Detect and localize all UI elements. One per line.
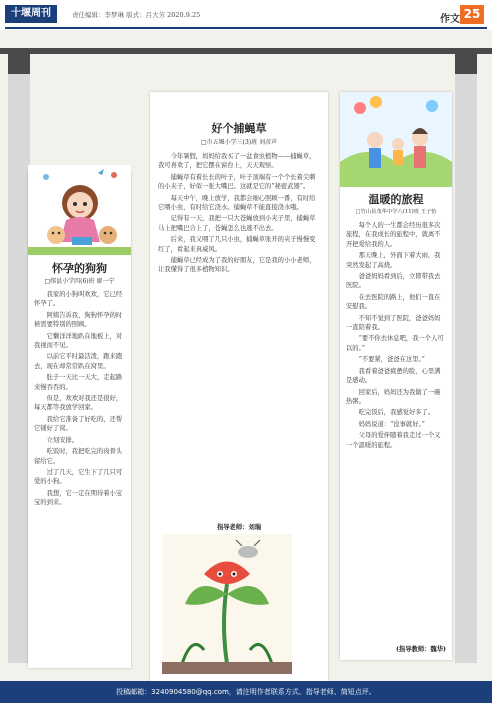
article-pregnant-dog (28, 170, 131, 668)
paragraph: 立刻安排。 (46, 436, 79, 444)
girl-with-puppies-illustration (28, 165, 131, 255)
paragraph: 妈妈说道：“没事就好。” (358, 420, 425, 428)
paragraph: 爸爸妈妈看到后，立即带我去医院。 (346, 273, 441, 290)
editor-meta: 责任编辑：李梦琳 版式：吕大芳 2020.9.25 (72, 11, 201, 19)
paragraph: 捕蝇草已经成为了我的好朋友，它是我的小小老师，让我懂得了很多植物知识。 (158, 257, 316, 274)
teacher-credit: 指导老师：刘瑞 (216, 524, 262, 531)
article-byline: □竹山县茂华中学八(11)班 王子怡 (355, 209, 437, 215)
teacher-credit: (指导教师：魏华) (395, 646, 446, 653)
article-title: 好个捕蝇草 (211, 122, 267, 135)
family-illustration (340, 92, 452, 187)
article-body (34, 290, 125, 662)
paragraph: 它懒洋洋地趴在地板上，对我视而不见。 (34, 332, 123, 350)
paragraph: 我给它准备了好吃的，还帮它铺好了窝。 (34, 415, 123, 433)
paragraph: 吃饭时，我把吃完的肉骨头留给它。 (34, 448, 123, 465)
right-decor-bar (455, 48, 477, 663)
page-number: 25 (460, 5, 484, 24)
article-venus-flytrap (150, 92, 328, 682)
paragraph: 以前它平时最活泼，跑来跑去，现在却常常趴在窝里。 (34, 353, 123, 370)
paragraph: 不知不觉到了医院，爸爸妈妈一直陪着我。 (346, 314, 441, 332)
section-label: 作文 (440, 14, 460, 25)
paragraph: 我家的小狗叫欢欢，它已经怀孕了。 (34, 291, 123, 308)
paragraph: 回家后，妈妈还为我做了一碗热粥。 (346, 388, 441, 405)
paragraph: 我看着爸爸疲惫的脸，心里满是感动。 (346, 367, 441, 385)
paper-brand: 十堰周刊 (5, 5, 57, 23)
paragraph: 记得有一天，我把一只大苍蝇放到小夹子里，捕蝇草马上把嘴巴合上了，苍蝇怎么也逃不出去。 (158, 215, 316, 232)
paragraph: “要不你去休息吧，我一个人可以的。” (346, 335, 444, 352)
paragraph: 那天晚上，外面下着大雨，我突然发起了高烧。 (346, 252, 441, 269)
article-body (346, 221, 446, 639)
article-byline: □郧县小学四(6)班 廖一宁 (44, 278, 115, 285)
article-body (158, 152, 320, 522)
paragraph: 后来，我又喂了几只小虫，捕蝇草张开的夹子慢慢变红了，看起来真威风。 (158, 236, 316, 253)
paragraph: 吃完饭后，我感觉好多了。 (358, 409, 435, 417)
article-title: 怀孕的狗狗 (52, 262, 107, 275)
article-warm-journey (340, 92, 452, 660)
paragraph: 但是，欢欢对我还是很好，每天都等我放学回家。 (34, 395, 123, 412)
paragraph: 捕蝇草有着长长的叶子，叶子顶端有一个个长着尖刺的小夹子，好似一张大嘴巴。这就是它的“秘密武器”。 (158, 173, 316, 191)
header-rule (5, 27, 487, 29)
paragraph: 每天中午，晚上放学，我都会细心照顾一番，有时给它喂小虫，有时给它浇水。捕蝇草不能直接浇水哦。 (158, 194, 316, 212)
paragraph: “不要紧，爸爸在这里。” (358, 356, 425, 364)
paragraph: 每个人的一生都会经历很多次旅程，在我成长的旅程中，就离不开把爱给我的人。 (346, 222, 441, 248)
paragraph: 过了几天，它生下了几只可爱的小狗。 (34, 468, 123, 486)
article-byline: □市五堰小学三(3)班 刘彦声 (200, 139, 278, 146)
masthead (0, 0, 492, 30)
paragraph: 肚子一天比一天大，走起路来慢吞吞的。 (34, 374, 123, 391)
submission-footer: 投稿邮箱：3240904580@qq.com，请注明作者联系方式、指导老师、简短点评。 (0, 681, 492, 703)
paragraph: 今年暑假，妈妈给我买了一盆食虫植物——捕蝇草，我可喜欢了，把它摆在窗台上，天天观察。 (158, 153, 316, 170)
left-decor-bar (8, 48, 30, 663)
top-divider (0, 48, 492, 54)
paragraph: 阿姨告诉我，狗狗怀孕的时候需要特别的照顾。 (34, 311, 123, 329)
paragraph: 在去医院的路上，他们一直在安慰我。 (346, 293, 441, 311)
article-title: 温暖的旅程 (368, 193, 424, 206)
flytrap-illustration (162, 534, 292, 674)
paragraph: 父母的爱伴随着我走过一个又一个温暖的旅程。 (346, 432, 441, 449)
paragraph: 我想，它一定在期待着小宝宝的到来。 (34, 489, 123, 507)
